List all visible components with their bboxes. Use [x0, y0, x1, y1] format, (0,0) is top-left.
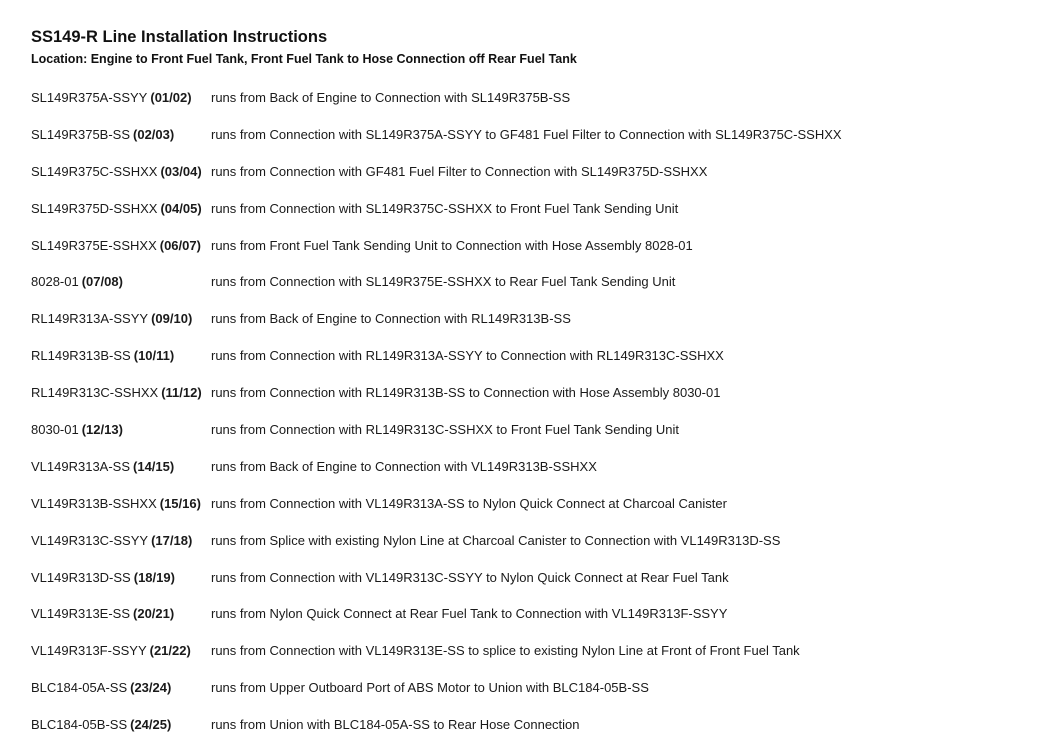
line-description: runs from Upper Outboard Port of ABS Motor to Union with BLC184-05B-SS: [211, 680, 649, 696]
line-description: runs from Front Fuel Tank Sending Unit to Connection with Hose Assembly 8028-01: [211, 237, 693, 253]
line-label: [31, 532, 211, 549]
line-label: [31, 237, 211, 254]
page-ref: (03/04): [160, 163, 202, 179]
line-description: runs from Union with BLC184-05A-SS to Rear Hose Connection: [211, 717, 580, 733]
instruction-row: [31, 347, 1021, 384]
instruction-row: [31, 384, 1021, 421]
line-description: runs from Nylon Quick Connect at Rear Fuel Tank to Connection with VL149R313F-SSYY: [211, 606, 728, 622]
page-ref: (21/22): [149, 643, 191, 659]
line-label: [31, 200, 211, 217]
line-description: runs from Connection with RL149R313C-SSHXX to Front Fuel Tank Sending Unit: [211, 422, 679, 438]
instruction-row: [31, 458, 1021, 495]
line-label: [31, 716, 211, 733]
line-label: [31, 679, 211, 696]
part-number: SL149R375C-SSHXX: [31, 163, 158, 179]
page-ref: (11/12): [161, 385, 202, 401]
instruction-row: [31, 532, 1021, 569]
part-number: VL149R313A-SS: [31, 458, 131, 474]
part-number: RL149R313B-SS: [31, 348, 131, 364]
part-number: VL149R313F-SSYY: [31, 643, 147, 659]
instruction-row: [31, 495, 1021, 532]
page-ref: (12/13): [81, 422, 123, 438]
line-label: [31, 495, 211, 512]
instruction-row: [31, 163, 1021, 200]
instruction-row: [31, 642, 1021, 679]
line-label: [31, 384, 211, 401]
instruction-row: [31, 310, 1021, 347]
page-ref: (10/11): [133, 348, 175, 364]
line-label: [31, 605, 211, 622]
part-number: 8028-01: [31, 274, 79, 290]
line-label: [31, 163, 211, 180]
line-description: runs from Connection with RL149R313A-SSYY to Connection with RL149R313C-SSHXX: [211, 348, 724, 364]
line-label: [31, 310, 211, 327]
page-ref: (09/10): [151, 311, 193, 327]
instruction-row: [31, 126, 1021, 163]
instruction-row: [31, 605, 1021, 642]
instruction-row: [31, 200, 1021, 237]
line-label: [31, 458, 211, 475]
page-ref: (18/19): [133, 569, 175, 585]
instruction-row: [31, 679, 1021, 716]
line-label: [31, 89, 211, 106]
page-ref: (17/18): [151, 532, 193, 548]
part-number: SL149R375B-SS: [31, 126, 131, 142]
line-description: runs from Connection with VL149R313C-SSYY to Nylon Quick Connect at Rear Fuel Tank: [211, 569, 729, 585]
line-description: runs from Connection with SL149R375E-SSHXX to Rear Fuel Tank Sending Unit: [211, 274, 676, 290]
part-number: BLC184-05A-SS: [31, 680, 128, 696]
part-number: RL149R313A-SSYY: [31, 311, 149, 327]
line-description: runs from Splice with existing Nylon Line at Charcoal Canister to Connection with VL149R313D-SS: [211, 532, 781, 548]
page-ref: (04/05): [160, 200, 202, 216]
page-ref: (20/21): [133, 606, 175, 622]
part-number: VL149R313B-SSHXX: [31, 495, 157, 511]
line-label: [31, 273, 211, 290]
page-ref: (01/02): [150, 90, 192, 105]
page-ref: (07/08): [81, 274, 123, 290]
line-description: runs from Connection with GF481 Fuel Filter to Connection with SL149R375D-SSHXX: [211, 163, 708, 179]
instruction-list: [31, 89, 1021, 753]
line-label: [31, 569, 211, 586]
part-number: VL149R313E-SS: [31, 606, 131, 622]
part-number: SL149R375E-SSHXX: [31, 237, 157, 253]
line-description: runs from Connection with SL149R375C-SSHXX to Front Fuel Tank Sending Unit: [211, 200, 679, 216]
line-label: [31, 126, 211, 143]
page-ref: (23/24): [130, 680, 172, 696]
page-ref: (02/03): [133, 126, 175, 142]
page-ref: (24/25): [130, 717, 172, 733]
instruction-row: [31, 421, 1021, 458]
line-description: runs from Connection with VL149R313A-SS to Nylon Quick Connect at Charcoal Canister: [211, 495, 727, 511]
page-ref: (14/15): [133, 458, 175, 474]
part-number: SL149R375A-SSYY: [31, 90, 148, 105]
page-ref: (15/16): [159, 495, 201, 511]
line-label: [31, 421, 211, 438]
instruction-row: [31, 237, 1021, 274]
part-number: RL149R313C-SSHXX: [31, 385, 159, 401]
page-ref: (06/07): [159, 237, 201, 253]
line-description: runs from Connection with RL149R313B-SS to Connection with Hose Assembly 8030-01: [211, 385, 721, 401]
document-title: SS149-R Line Installation Instructions: [31, 28, 328, 46]
instruction-row: [31, 273, 1021, 310]
line-label: [31, 642, 211, 659]
instruction-row: [31, 716, 1021, 753]
line-description: runs from Back of Engine to Connection with SL149R375B-SS: [211, 90, 571, 105]
instruction-row: [31, 89, 1021, 126]
part-number: VL149R313C-SSYY: [31, 532, 149, 548]
part-number: BLC184-05B-SS: [31, 717, 128, 733]
line-description: runs from Connection with SL149R375A-SSYY to GF481 Fuel Filter to Connection with SL149R375C-SSHXX: [211, 126, 842, 142]
line-description: runs from Back of Engine to Connection with RL149R313B-SS: [211, 311, 571, 327]
part-number: 8030-01: [31, 422, 79, 438]
instruction-row: [31, 569, 1021, 606]
line-description: runs from Connection with VL149R313E-SS to splice to existing Nylon Line at Front of Front Fuel Tank: [211, 643, 800, 659]
line-label: [31, 347, 211, 364]
line-description: runs from Back of Engine to Connection with VL149R313B-SSHXX: [211, 458, 597, 474]
part-number: SL149R375D-SSHXX: [31, 200, 158, 216]
document-subtitle: Location: Engine to Front Fuel Tank, Front Fuel Tank to Hose Connection off Rear Fuel Tank: [31, 52, 577, 66]
part-number: VL149R313D-SS: [31, 569, 131, 585]
